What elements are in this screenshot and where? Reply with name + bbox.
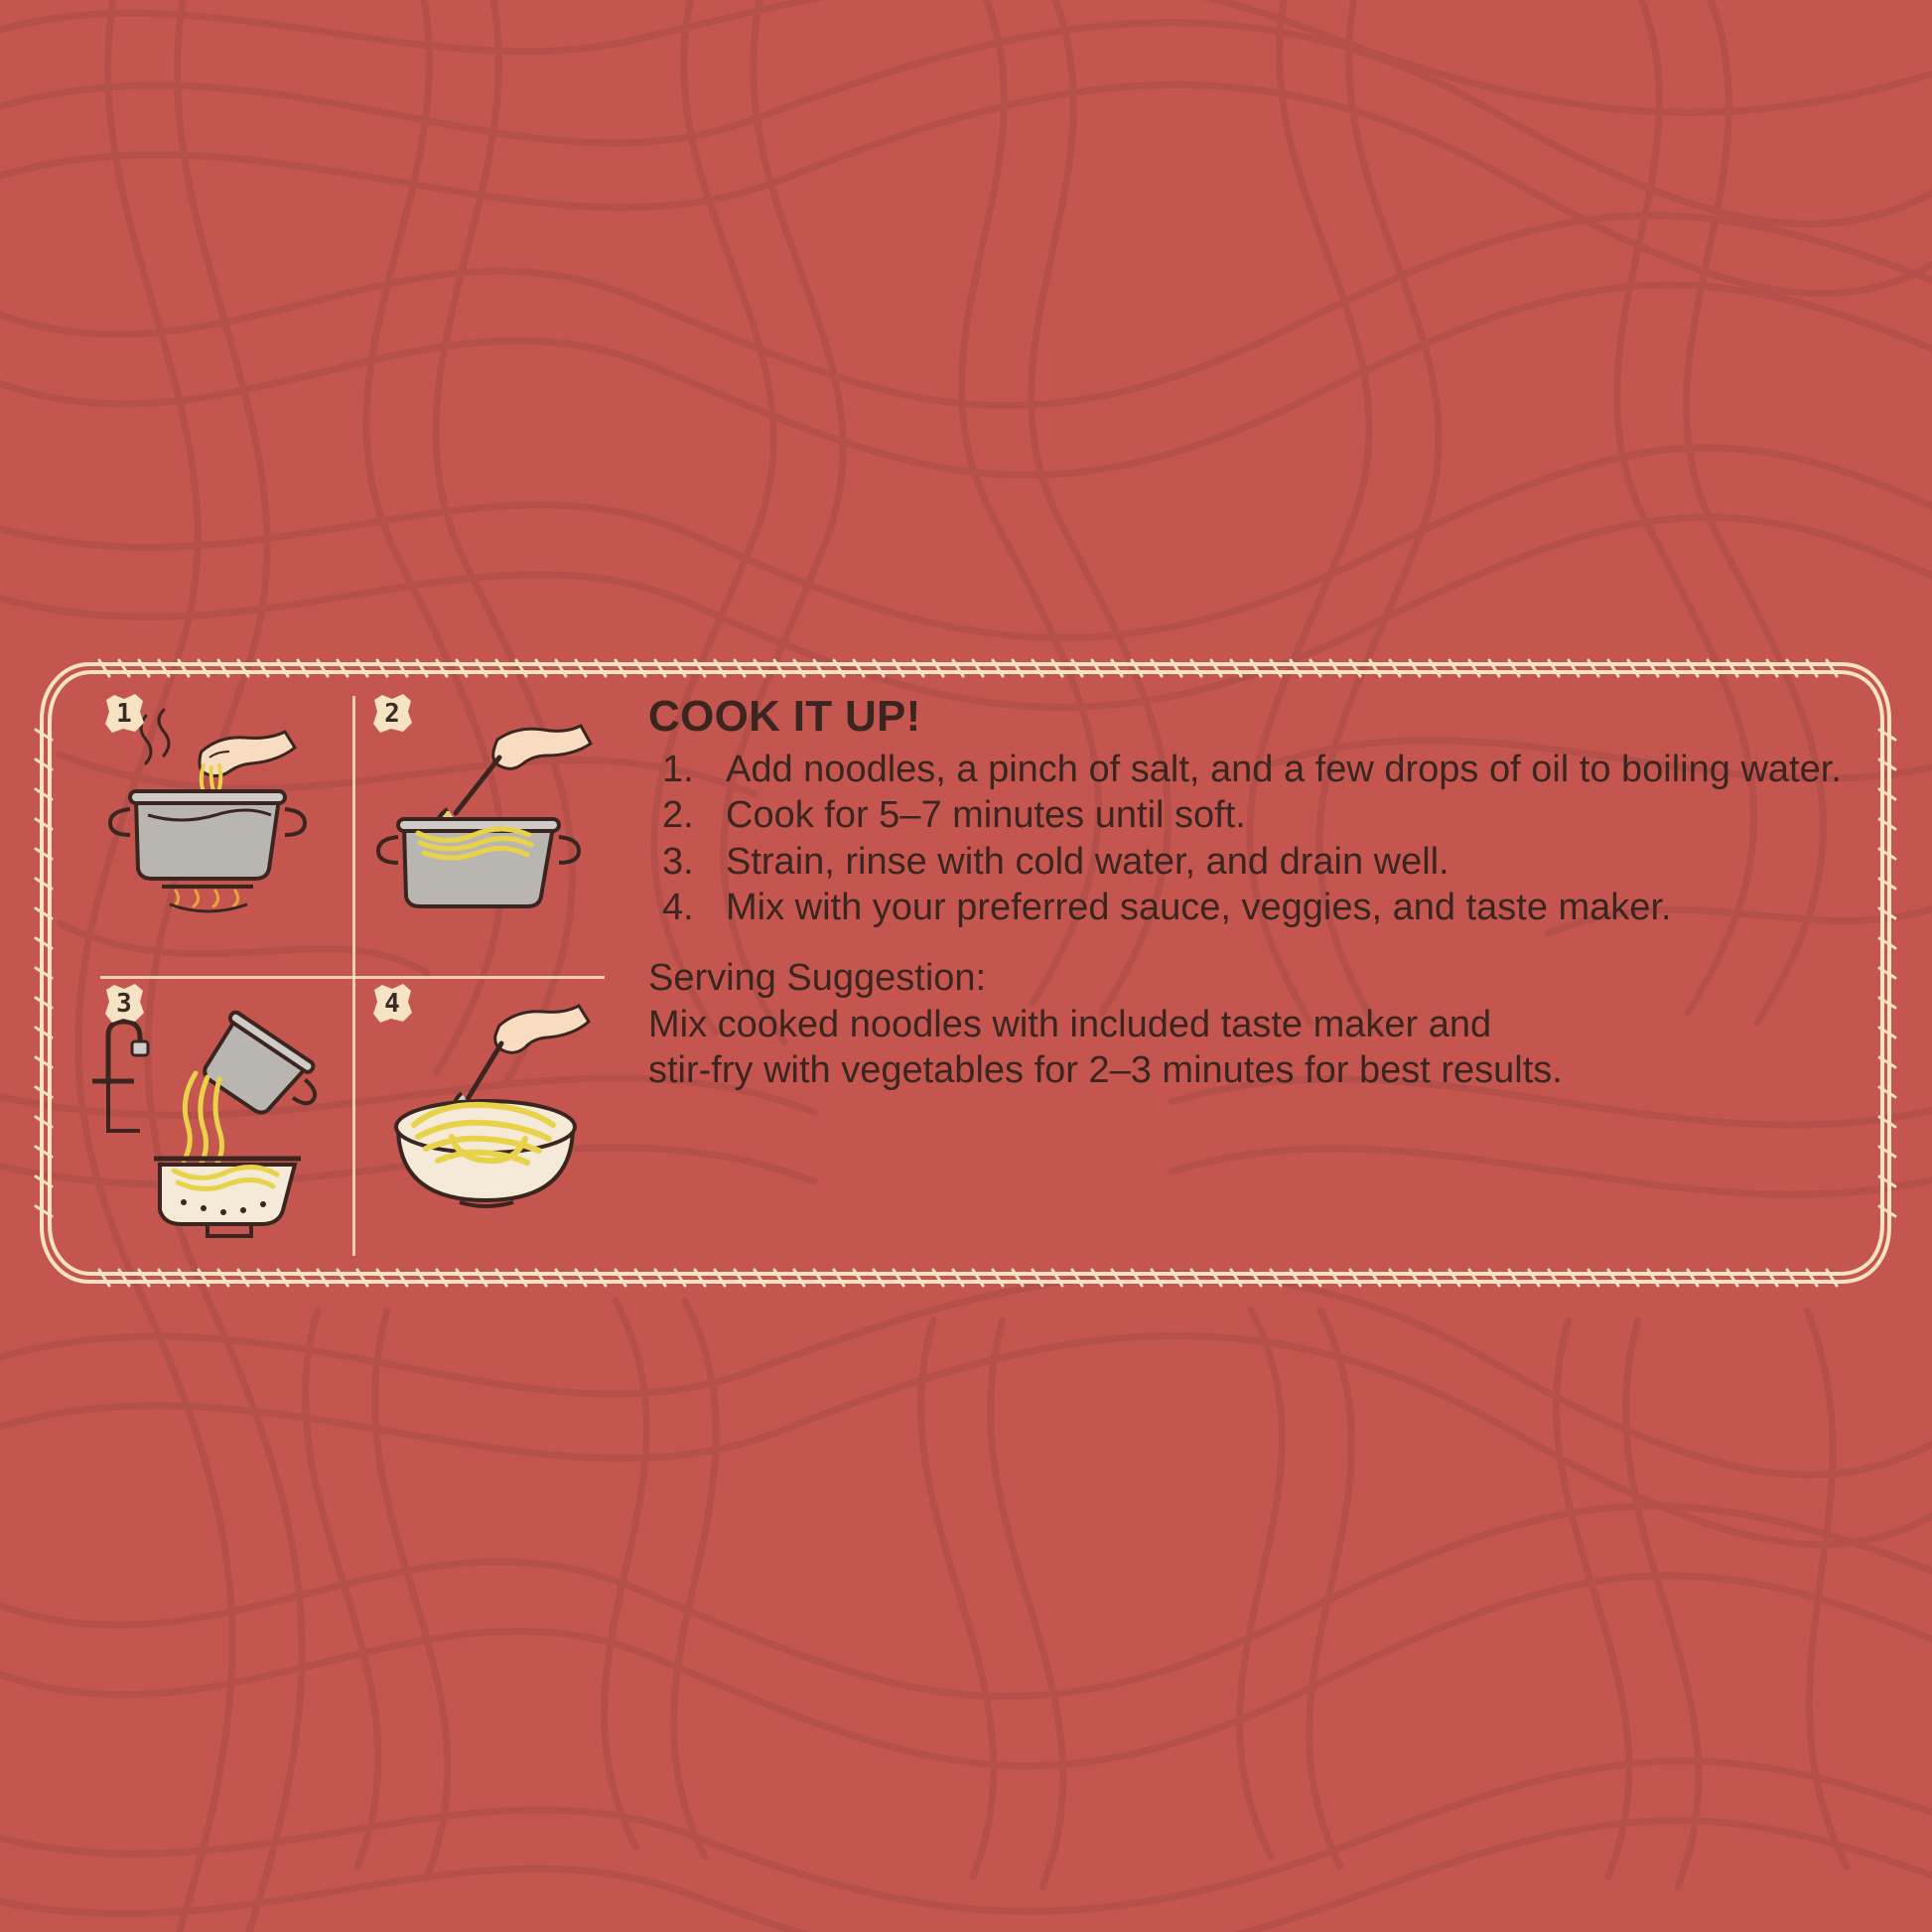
grid-divider-horizontal <box>100 976 605 979</box>
cooking-steps-list <box>648 748 1862 930</box>
serving-suggestion-line-2: stir-fry with vegetables for 2–3 minutes for best results. <box>648 1049 1563 1092</box>
step-number-4: 4 <box>384 989 400 1019</box>
cook-it-up-title: COOK IT UP! <box>648 692 921 741</box>
step-number-1: 1 <box>116 699 132 729</box>
step-illustrations-grid <box>84 686 621 1266</box>
cooking-step-item: Mix with your preferred sauce, veggies, and taste maker. <box>726 887 1672 929</box>
step-illustration-3 <box>84 976 352 1266</box>
serving-suggestion-title: Serving Suggestion: <box>648 956 987 999</box>
step-illustration-4 <box>352 976 621 1266</box>
cooking-instructions-panel <box>30 650 1901 1296</box>
step-number-badge-3 <box>102 982 146 1026</box>
serving-suggestion-block <box>648 956 1862 1095</box>
cooking-step-item: Strain, rinse with cold water, and drain well. <box>726 840 1449 883</box>
step-number-2: 2 <box>384 699 400 729</box>
serving-suggestion-line-1: Mix cooked noodles with included taste maker and <box>648 1004 1492 1046</box>
step-illustration-2 <box>352 686 621 976</box>
cooking-step-item: Cook for 5–7 minutes until soft. <box>726 794 1246 837</box>
step-number-badge-4 <box>370 982 414 1026</box>
step-number-3: 3 <box>116 989 132 1019</box>
step-number-badge-2 <box>370 692 414 736</box>
instructions-text-column <box>621 686 1862 1266</box>
cooking-step-item: Add noodles, a pinch of salt, and a few drops of oil to boiling water. <box>726 749 1842 790</box>
step-number-badge-1 <box>102 692 146 736</box>
step-illustration-1 <box>84 686 352 976</box>
